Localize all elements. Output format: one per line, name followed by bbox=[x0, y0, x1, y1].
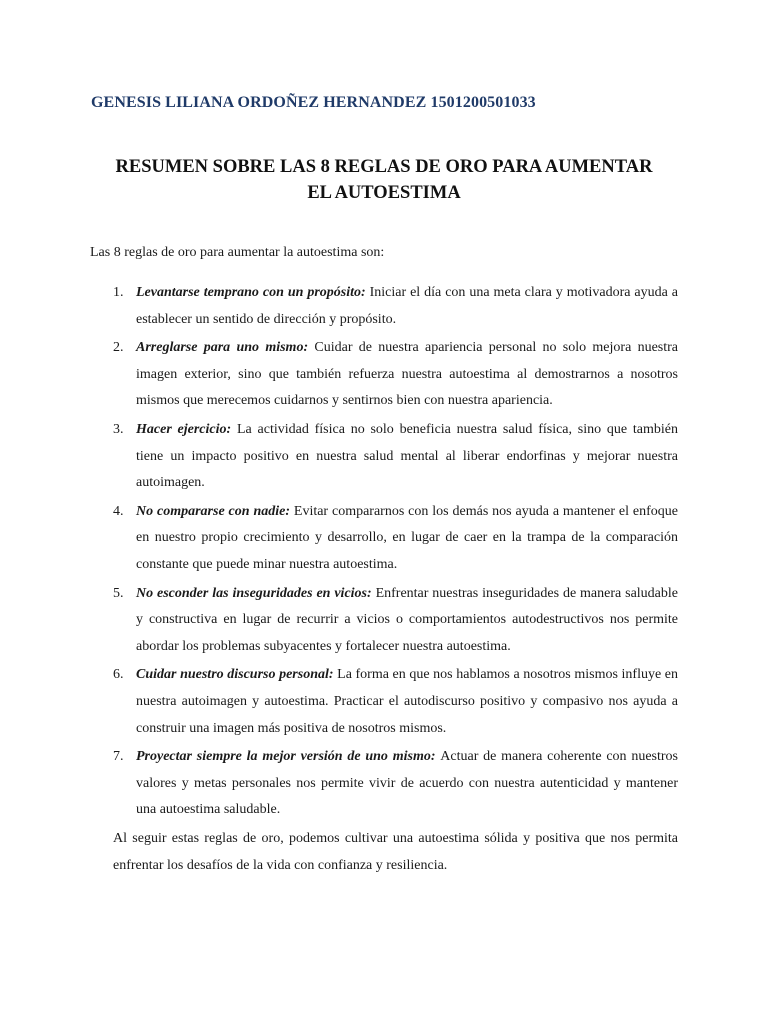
list-item-number: 6. bbox=[113, 667, 124, 683]
title-line-2: EL AUTOESTIMA bbox=[307, 183, 461, 203]
list-item bbox=[113, 335, 678, 415]
list-item-number: 7. bbox=[113, 749, 124, 765]
list-item-number: 2. bbox=[113, 340, 124, 356]
rule-text: La actividad física no solo beneficia nuestra salud física, sino que también tiene un impacto positivo en nuestra salud mental al liberar endorfinas y mejorar nuestra autoimagen. bbox=[136, 421, 678, 491]
author-line: GENESIS LILIANA ORDOÑEZ HERNANDEZ 1501200501033 bbox=[91, 94, 536, 111]
rule-heading: Arreglarse para uno mismo: bbox=[136, 340, 315, 356]
intro-paragraph: Las 8 reglas de oro para aumentar la autoestima son: bbox=[90, 245, 385, 260]
rule-heading: No compararse con nadie: bbox=[136, 503, 294, 519]
list-item bbox=[113, 417, 678, 497]
rule-heading: Hacer ejercicio: bbox=[136, 421, 237, 437]
rules-list bbox=[113, 280, 678, 826]
rule-heading: Levantarse temprano con un propósito: bbox=[136, 285, 370, 300]
rule-text: La forma en que nos hablamos a nosotros mismos influye en nuestra autoimagen y autoestima. Practicar el autodiscurso positivo y compasivo nos ayuda a construir una imagen más positiva de nosotros mismos. bbox=[136, 667, 678, 736]
list-item-number: 1. bbox=[113, 285, 124, 300]
rule-heading: Cuidar nuestro discurso personal: bbox=[136, 667, 338, 683]
rule-heading: Proyectar siempre la mejor versión de uno mismo: bbox=[136, 749, 441, 765]
document-title bbox=[60, 154, 708, 206]
list-item bbox=[113, 662, 678, 742]
title-line-1: RESUMEN SOBRE LAS 8 REGLAS DE ORO PARA AUMENTAR bbox=[115, 157, 653, 177]
list-item-number: 3. bbox=[113, 421, 124, 437]
closing-paragraph: Al seguir estas reglas de oro, podemos cultivar una autoestima sólida y positiva que nos permita enfrentar los desafíos de la vida con confianza y resiliencia. bbox=[113, 831, 678, 873]
rule-text: Evitar compararnos con los demás nos ayuda a mantener el enfoque en nuestro propio crecimiento y desarrollo, en lugar de caer en la trampa de la comparación constante que puede minar nuestra autoestima. bbox=[136, 503, 678, 572]
list-item-number: 5. bbox=[113, 585, 124, 601]
rule-text: Iniciar el día con una meta clara y motivadora ayuda a establecer un sentido de dirección y propósito. bbox=[136, 285, 679, 327]
list-item-number: 4. bbox=[113, 503, 124, 519]
rule-text: Actuar de manera coherente con nuestros valores y metas personales nos permite vivir de acuerdo con nuestra autenticidad y mantener una autoestima saludable. bbox=[136, 749, 678, 818]
rule-text: Enfrentar nuestras inseguridades de manera saludable y constructiva en lugar de recurrir a vicios o comportamientos autodestructivos nos permite abordar los problemas subyacentes y fortalecer nuestra autoestima. bbox=[136, 585, 678, 654]
list-item bbox=[113, 744, 678, 824]
list-item bbox=[113, 581, 678, 661]
rule-heading: No esconder las inseguridades en vicios: bbox=[136, 585, 376, 601]
list-item bbox=[113, 280, 678, 333]
rule-text: Cuidar de nuestra apariencia personal no solo mejora nuestra imagen exterior, sino que también refuerza nuestra autoestima al demostrarnos a nosotros mismos que merecemos cuidarnos y sentirnos bien con nuestra apariencia. bbox=[136, 340, 678, 409]
list-item bbox=[113, 499, 678, 579]
